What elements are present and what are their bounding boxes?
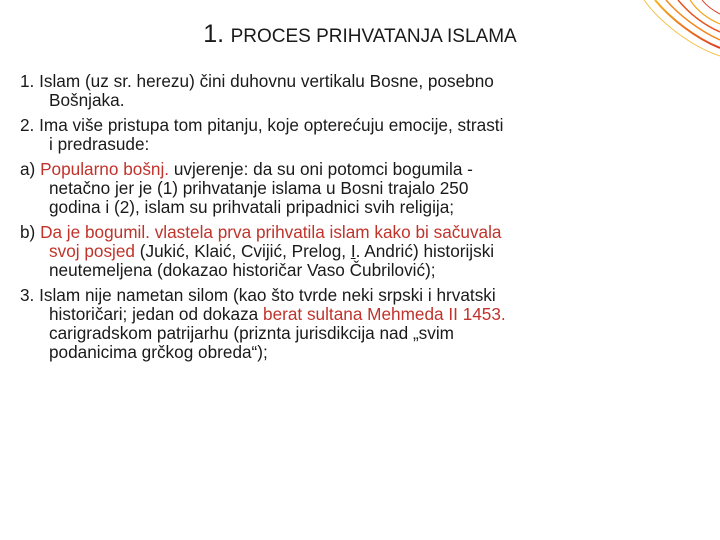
point-3-line-1: 3. Islam nije nametan silom (kao što tvrde neki srpski i hrvatski: [20, 285, 496, 305]
point-3-line-2-a: historičari; jedan od dokaza: [49, 304, 264, 324]
point-3: [20, 286, 710, 362]
point-a-line-1-rest: uvjerenje: da su oni potomci bogumila -: [169, 159, 473, 179]
point-b-underlined-initial: I: [350, 241, 356, 261]
point-3-line-3: carigradskom patrijarhu (priznta jurisdikcija nad „svim: [49, 323, 454, 343]
point-2-line-1: 2. Ima više pristupa tom pitanju, koje opterećuju emocije, strasti: [20, 115, 504, 135]
point-a: [20, 160, 710, 217]
point-3-line-2: [20, 305, 710, 324]
slide-title: [0, 20, 720, 49]
title-text: PROCES PRIHVATANJA ISLAMA: [230, 26, 517, 47]
point-1-line-1: 1. Islam (uz sr. herezu) čini duhovnu vertikalu Bosne, posebno: [20, 71, 494, 91]
slide-body: [20, 72, 710, 368]
point-b-line-3: neutemeljena (dokazao historičar Vaso Čubrilović);: [49, 260, 436, 280]
point-b-line-2-a: (Jukić, Klaić, Cvijić, Prelog,: [135, 241, 351, 261]
point-a-prefix: a): [20, 159, 41, 179]
point-a-line-2: netačno jer je (1) prihvatanje islama u Bosni trajalo 250: [49, 178, 469, 198]
point-b-highlight-1: Da je bogumil. vlastela prva prihvatila islam kako bi sačuvala: [40, 222, 502, 242]
point-1-line-2: Bošnjaka.: [49, 90, 125, 110]
point-a-line-1: [20, 160, 710, 179]
point-b: [20, 223, 710, 280]
point-b-prefix: b): [20, 222, 41, 242]
point-3-line-4: podanicima grčkog obreda“);: [49, 342, 268, 362]
point-2: [20, 116, 710, 154]
point-b-line-2-b: . Andrić) historijski: [355, 241, 495, 261]
point-b-line-2: [20, 242, 710, 261]
point-2-line-2: i predrasude:: [49, 134, 150, 154]
point-a-highlight: Popularno bošnj.: [40, 159, 170, 179]
point-b-line-1: [20, 223, 710, 242]
point-1: [20, 72, 710, 110]
point-a-line-3: godina i (2), islam su prihvatali pripadnici svih religija;: [49, 197, 455, 217]
title-number: 1.: [203, 20, 225, 48]
point-b-highlight-2: svoj posjed: [49, 241, 135, 261]
point-3-highlight: berat sultana Mehmeda II 1453.: [263, 304, 506, 324]
